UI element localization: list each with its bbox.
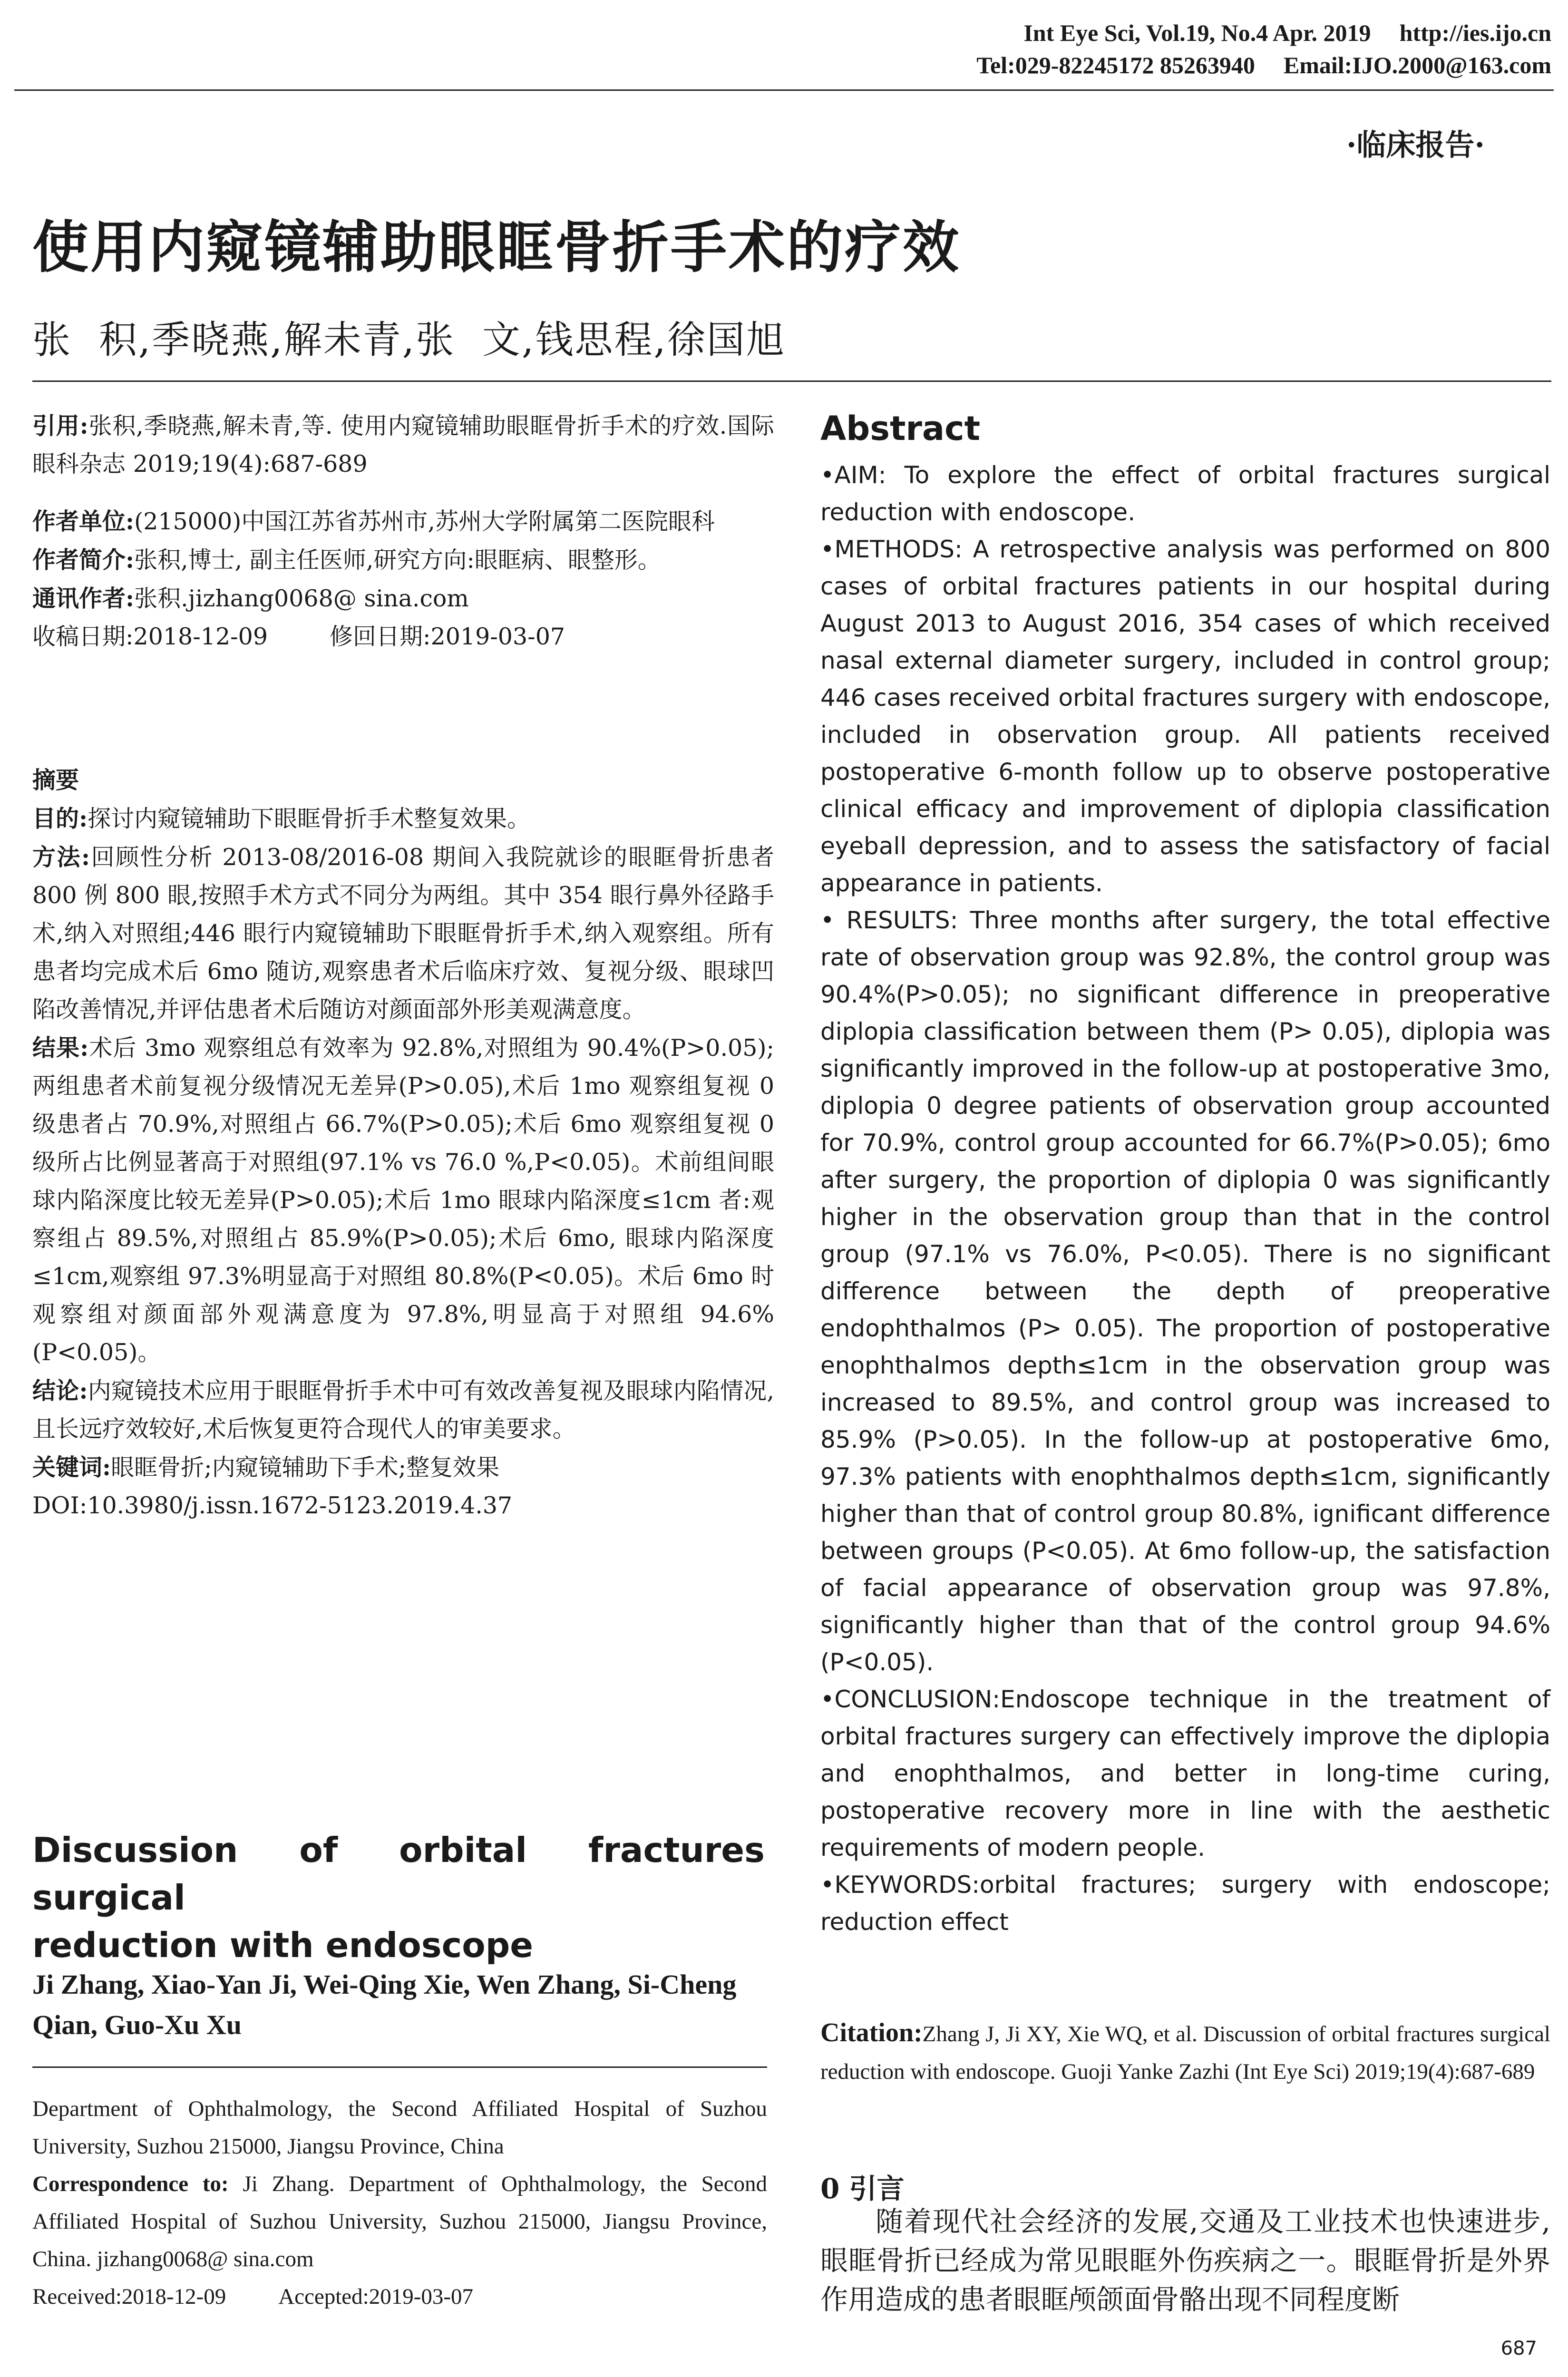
- intro-body: [820, 2202, 1550, 2319]
- affiliation-block: [32, 2090, 767, 2316]
- cn-abstract: [32, 761, 774, 1525]
- journal-tel: Tel:029-82245172 85263940: [976, 52, 1255, 78]
- cn-corresponding: 通讯作者:张积.jizhang0068@ sina.com: [32, 585, 469, 612]
- affiliation-en: Department of Ophthalmology, the Second Affiliated Hospital of Suzhou University, Suzhou 215000, Jiangsu Province, China: [32, 2096, 767, 2159]
- journal-url[interactable]: http://ies.ijo.cn: [1399, 19, 1551, 46]
- cn-bio: 作者简介:张积,博士, 副主任医师,研究方向:眼眶病、眼整形。: [32, 546, 661, 574]
- article-title-cn: 使用内窥镜辅助眼眶骨折手术的疗效: [32, 214, 961, 280]
- page-number: 687: [1500, 2338, 1537, 2359]
- cn-dates: 收稿日期:2018-12-09 修回日期:2019-03-07: [32, 623, 565, 650]
- cn-doi[interactable]: DOI:10.3980/j.issn.1672-5123.2019.4.37: [32, 1492, 513, 1519]
- citation-en: [820, 2014, 1550, 2091]
- article-title-en-line2: reduction with endoscope: [32, 1925, 534, 1965]
- affiliation-rule: [32, 2066, 767, 2068]
- journal-header-line2: [976, 51, 1551, 79]
- cn-aim: 目的:探讨内窥镜辅助下眼眶骨折手术整复效果。: [32, 805, 531, 832]
- en-methods: •METHODS: A retrospective analysis was performed on 800 cases of orbital fractures patients in our hospital during August 2013 to August 2016, 354 cases of which received nasal external diameter surgery, included in control group; 446 cases received orbital fractures surgery with endoscope, included in observation group. All patients received postoperative 6-month follow up to observe postoperative clinical efficacy and improvement of diplopia classification eyeball depression, and to assess the satisfactory of facial appearance in patients.: [820, 536, 1550, 897]
- cn-results: 结果:术后 3mo 观察组总有效率为 92.8%,对照组为 90.4%(P>0.05);两组患者术前复视分级情况无差异(P>0.05),术后 1mo 观察组复视 0 级患者占 70.9%,对照组占 66.7%(P>0.05);术后 6mo 观察组复视 0 级所占比例显著高于对照组(97.1% vs 76.0 %,P<0.05)。术前组间眼球内陷深度比较无差异(P>0.05);术后 1mo 眼球内陷深度≤1cm 者:观察组占 89.5%,对照组占 85.9%(P>0.05);术后 6mo, 眼球内陷深度≤1cm,观察组 97.3%明显高于对照组 80.8%(P<0.05)。术后 6mo 时观察组对颜面部外观满意度为 97.8%,明显高于对照组 94.6%(P<0.05)。: [32, 1034, 774, 1366]
- journal-email[interactable]: Email:IJO.2000@163.com: [1283, 52, 1551, 78]
- cn-front-matter: [32, 407, 774, 656]
- article-title-en-line1: Discussion of orbital fractures surgical: [32, 1830, 765, 1918]
- en-conclusion: •CONCLUSION:Endoscope technique in the treatment of orbital fractures surgery can effectively improve the diplopia and enophthalmos, and better in long-time curing, postoperative recovery more in line with the aesthetic requirements of modern people.: [820, 1685, 1550, 1861]
- en-abstract: [820, 457, 1550, 1940]
- header-rule: [14, 89, 1554, 91]
- cn-methods: 方法:回顾性分析 2013-08/2016-08 期间入我院就诊的眼眶骨折患者 800 例 800 眼,按照手术方式不同分为两组。其中 354 眼行鼻外径路手术,纳入对照组;446 眼行内窥镜辅助下眼眶骨折手术,纳入观察组。所有患者均完成术后 6mo 随访,观察患者术后临床疗效、复视分级、眼球凹陷改善情况,并评估患者术后随访对颜面部外形美观满意度。: [32, 843, 774, 1023]
- cn-unit: 作者单位:(215000)中国江苏省苏州市,苏州大学附属第二医院眼科: [32, 507, 715, 535]
- journal-header-line1: [1023, 19, 1551, 47]
- en-aim: •AIM: To explore the effect of orbital fractures surgical reduction with endoscope.: [820, 461, 1550, 526]
- received-accepted-en: Received:2018-12-09 Accepted:2019-03-07: [32, 2284, 474, 2309]
- cn-citation: 引用:张积,季晓燕,解未青,等. 使用内窥镜辅助眼眶骨折手术的疗效.国际眼科杂志 2019;19(4):687-689: [32, 412, 774, 477]
- en-keywords: •KEYWORDS:orbital fractures; surgery with endoscope; reduction effect: [820, 1871, 1550, 1936]
- en-results: • RESULTS: Three months after surgery, the total effective rate of observation group was 92.8%, the control group was 90.4%(P>0.05); no significant difference in preoperative diplopia classification between them (P> 0.05), diplopia was significantly improved in the follow-up at postoperative 3mo, diplopia 0 degree patients of observation group accounted for 70.9%, control group accounted for 66.7%(P>0.05); 6mo after surgery, the proportion of diplopia 0 was significantly higher in the observation group than that in the control group (97.1% vs 76.0%, P<0.05). There is no significant difference between the depth of preoperative endophthalmos (P> 0.05). The proportion of postoperative enophthalmos depth≤1cm in the observation group was increased to 89.5%, and control group was increased to 85.9% (P>0.05). In the follow-up at postoperative 6mo, 97.3% patients with enophthalmos depth≤1cm, significantly higher than that of control group 80.8%, ignificant difference between groups (P<0.05). At 6mo follow-up, the satisfaction of facial appearance of observation group was 97.8%, significantly higher than that of the control group 94.6% (P<0.05).: [820, 906, 1550, 1676]
- title-rule: [32, 380, 1551, 382]
- citation-en-label: Citation:: [820, 2018, 923, 2047]
- authors-en: Ji Zhang, Xiao-Yan Ji, Wei-Qing Xie, Wen Zhang, Si-Cheng Qian, Guo-Xu Xu: [32, 1969, 737, 2040]
- cn-abstract-heading: 摘要: [32, 766, 79, 794]
- journal-issue: Int Eye Sci, Vol.19, No.4 Apr. 2019: [1023, 19, 1371, 46]
- article-title-en: [32, 1826, 765, 1969]
- correspondence-en: Correspondence to: Ji Zhang. Department of Ophthalmology, the Second Affiliated Hospital of Suzhou University, Suzhou 215000, Jiangsu Province, China. jizhang0068@ sina.com: [32, 2172, 768, 2271]
- intro-paragraph: 随着现代社会经济的发展,交通及工业技术也快速进步,眼眶骨折已经成为常见眼眶外伤疾病之一。眼眶骨折是外界作用造成的患者眼眶颅颌面骨骼出现不同程度断: [820, 2205, 1550, 2316]
- section-tag: ·临床报告·: [1346, 127, 1485, 162]
- cn-conclusion: 结论:内窥镜技术应用于眼眶骨折手术中可有效改善复视及眼球内陷情况,且长远疗效较好,术后恢复更符合现代人的审美要求。: [32, 1377, 774, 1442]
- citation-en-text: Zhang J, Ji XY, Xie WQ, et al. Discussion of orbital fractures surgical reduction with endoscope. Guoji Yanke Zazhi (Int Eye Sci) 2019;19(4):687-689: [820, 2022, 1550, 2084]
- authors-cn: 张 积,季晓燕,解未青,张 文,钱思程,徐国旭: [32, 318, 786, 362]
- intro-heading: 0 引言: [820, 2172, 905, 2205]
- cn-keywords: 关键词:眼眶骨折;内窥镜辅助下手术;整复效果: [32, 1453, 500, 1481]
- abstract-heading: Abstract: [820, 409, 981, 448]
